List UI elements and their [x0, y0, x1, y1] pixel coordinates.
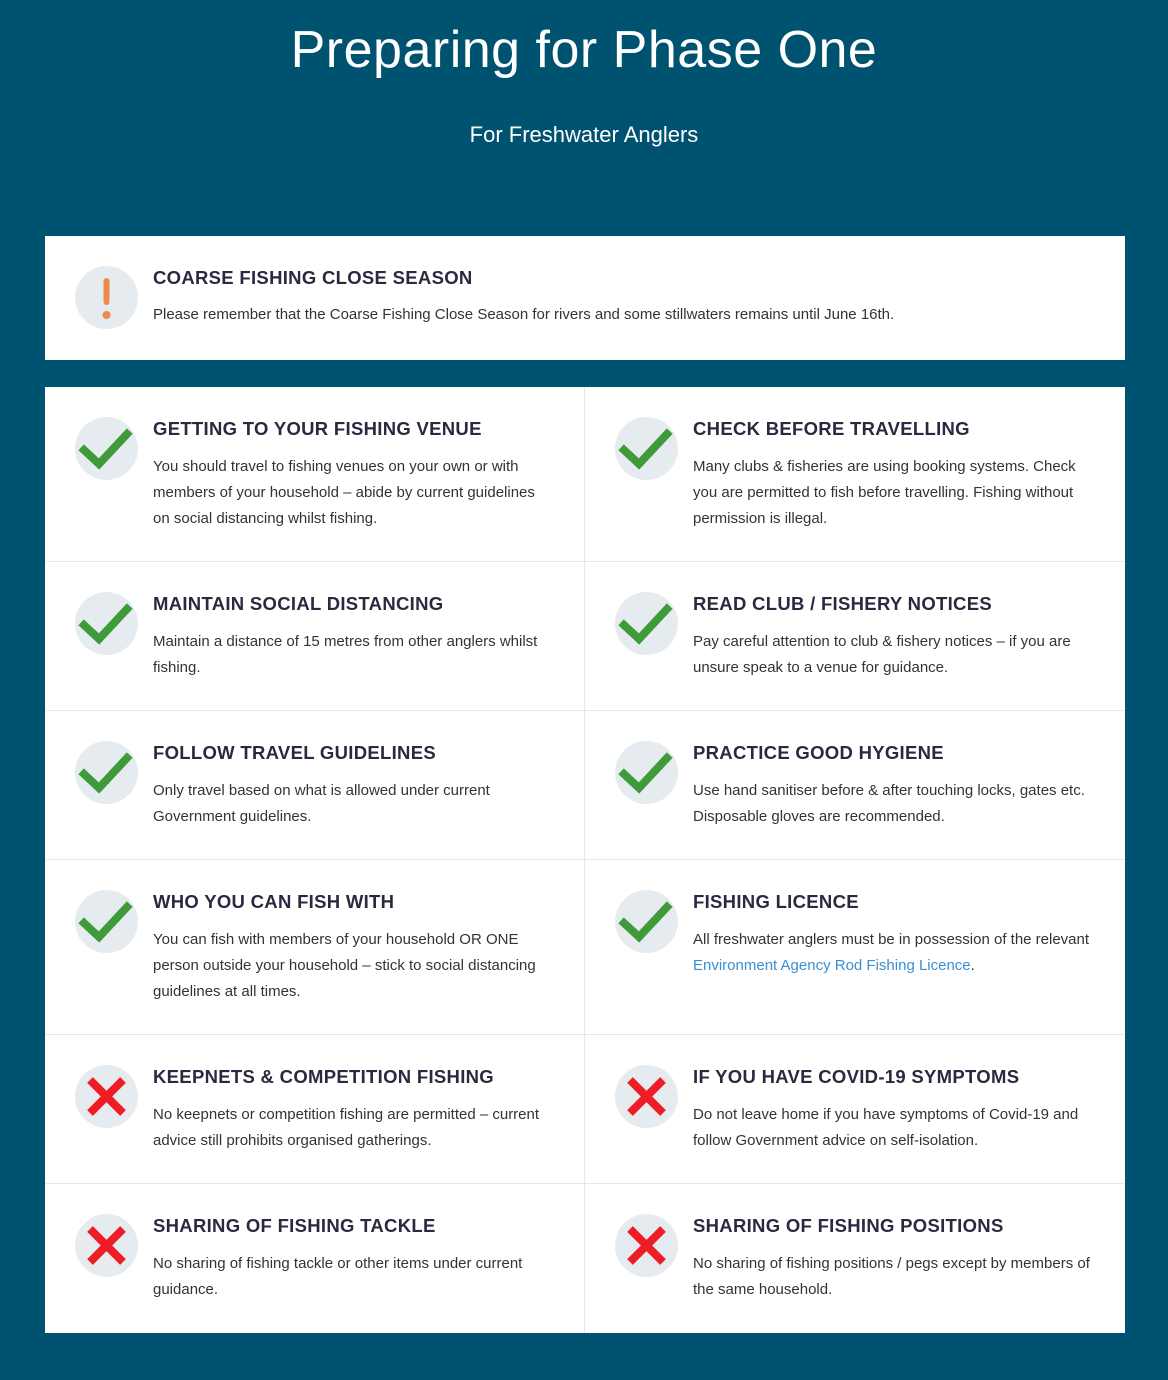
guidance-grid	[45, 387, 1125, 1333]
item-body: Use hand sanitiser before & after touching locks, gates etc. Disposable gloves are recommended.	[693, 782, 1085, 825]
item-title: IF YOU HAVE COVID-19 SYMPTOMS	[693, 1066, 1020, 1087]
guidance-item	[585, 1184, 1125, 1333]
item-title: PRACTICE GOOD HYGIENE	[693, 742, 944, 763]
notice-title: COARSE FISHING CLOSE SEASON	[153, 267, 473, 288]
page-header	[0, 0, 1168, 148]
check-icon	[75, 741, 138, 804]
item-body: No sharing of fishing tackle or other items under current guidance.	[153, 1255, 523, 1298]
guidance-item	[585, 711, 1125, 860]
exclamation-icon	[75, 266, 138, 329]
cross-icon	[615, 1214, 678, 1277]
item-title: MAINTAIN SOCIAL DISTANCING	[153, 593, 444, 614]
item-body: No keepnets or competition fishing are permitted – current advice still prohibits organised gatherings.	[153, 1106, 540, 1149]
check-icon	[615, 741, 678, 804]
item-body: Many clubs & fisheries are using booking systems. Check you are permitted to fish before travelling. Fishing without permission is illegal.	[693, 458, 1076, 527]
item-title: READ CLUB / FISHERY NOTICES	[693, 593, 992, 614]
item-title: SHARING OF FISHING POSITIONS	[693, 1215, 1004, 1236]
check-icon	[615, 417, 678, 480]
item-title: GETTING TO YOUR FISHING VENUE	[153, 418, 482, 439]
item-title: KEEPNETS & COMPETITION FISHING	[153, 1066, 494, 1087]
item-body: Pay careful attention to club & fishery notices – if you are unsure speak to a venue for guidance.	[693, 633, 1071, 676]
guidance-item	[585, 1035, 1125, 1184]
item-title: CHECK BEFORE TRAVELLING	[693, 418, 970, 439]
item-body: Do not leave home if you have symptoms of Covid-19 and follow Government advice on self-isolation.	[693, 1106, 1079, 1149]
item-body: Only travel based on what is allowed under current Government guidelines.	[153, 782, 490, 825]
item-body: You should travel to fishing venues on your own or with members of your household – abide by current guidelines on social distancing whilst fishing.	[153, 458, 535, 527]
guidance-item	[45, 860, 585, 1035]
item-title: WHO YOU CAN FISH WITH	[153, 891, 395, 912]
cross-icon	[615, 1065, 678, 1128]
check-icon	[615, 592, 678, 655]
item-body-text-end: .	[970, 957, 975, 974]
check-icon	[615, 890, 678, 953]
check-icon	[75, 592, 138, 655]
guidance-item	[45, 711, 585, 860]
item-body: You can fish with members of your household OR ONE person outside your household – stick to social distancing guidelines at all times.	[153, 931, 536, 1000]
item-title: FISHING LICENCE	[693, 891, 859, 912]
guidance-item	[45, 562, 585, 711]
item-title: SHARING OF FISHING TACKLE	[153, 1215, 436, 1236]
cross-icon	[75, 1214, 138, 1277]
item-body: Maintain a distance of 15 metres from other anglers whilst fishing.	[153, 633, 538, 676]
check-icon	[75, 417, 138, 480]
guidance-item	[45, 1035, 585, 1184]
guidance-item	[45, 1184, 585, 1333]
check-icon	[75, 890, 138, 953]
page-subtitle: For Freshwater Anglers	[469, 122, 699, 147]
notice-body: Please remember that the Coarse Fishing Close Season for rivers and some stillwaters remains until June 16th.	[153, 306, 895, 323]
rod-licence-link[interactable]: Environment Agency Rod Fishing Licence	[693, 957, 971, 974]
item-body-text: All freshwater anglers must be in possession of the relevant	[693, 931, 1090, 948]
item-body: No sharing of fishing positions / pegs except by members of the same household.	[693, 1255, 1090, 1298]
guidance-item	[45, 387, 585, 562]
close-season-notice	[45, 236, 1125, 360]
page-title: Preparing for Phase One	[290, 21, 878, 79]
guidance-item	[585, 562, 1125, 711]
guidance-item	[585, 860, 1125, 1035]
item-title: FOLLOW TRAVEL GUIDELINES	[153, 742, 436, 763]
guidance-item	[585, 387, 1125, 562]
cross-icon	[75, 1065, 138, 1128]
item-body	[693, 927, 1095, 979]
